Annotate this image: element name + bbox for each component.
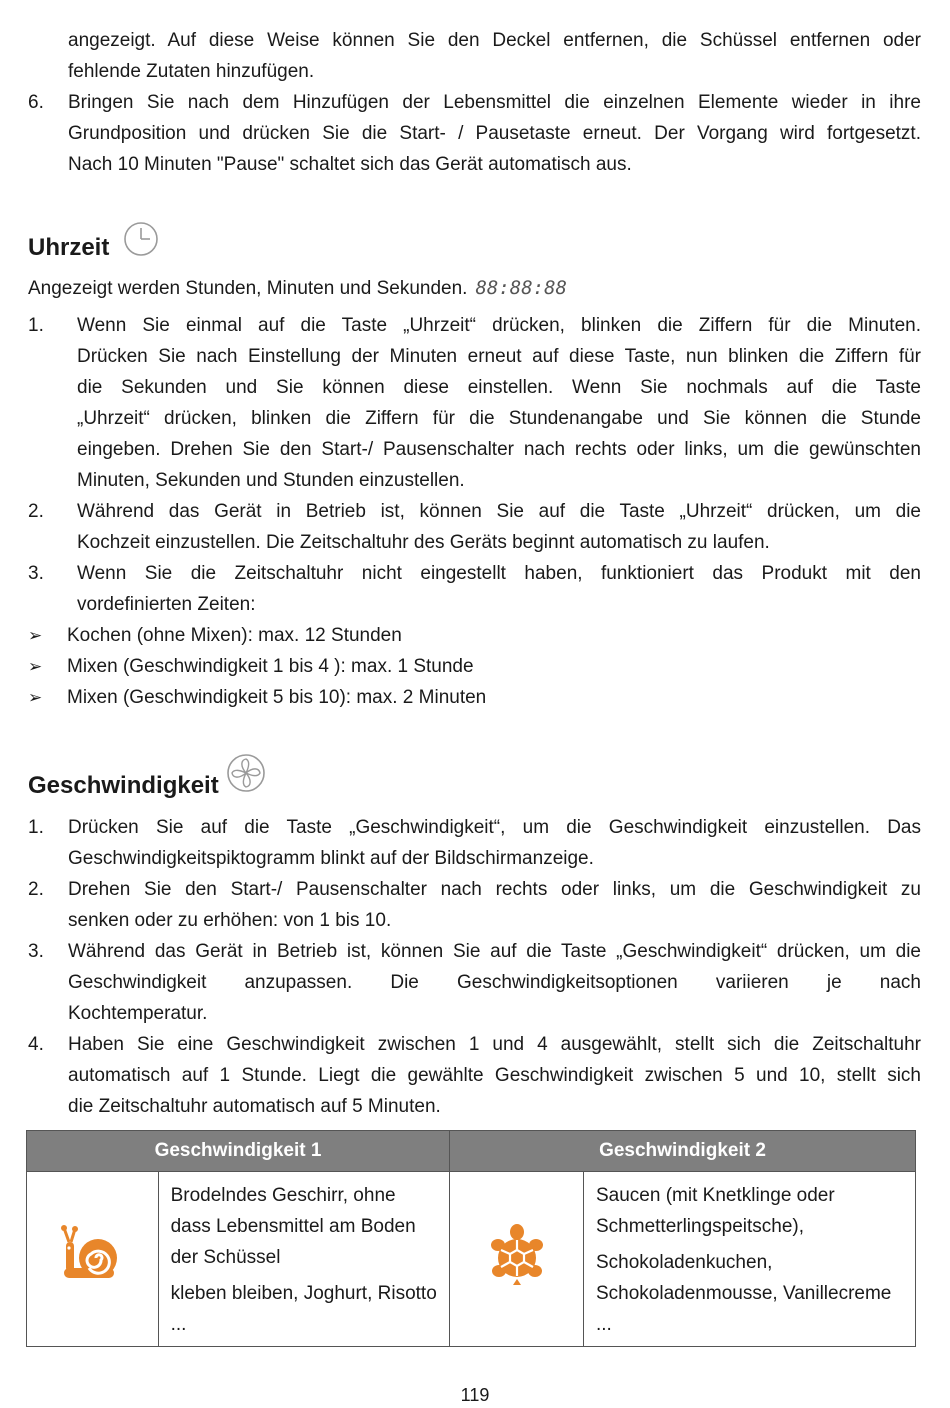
list-item-line: Wenn Sie einmal auf die Taste „Uhrzeit“ drücken, blinken die Ziffern für die Minuten. [77, 315, 921, 336]
snail-icon [60, 1224, 124, 1284]
snail-icon-cell [27, 1172, 159, 1347]
bullet-arrow-icon: ➢ [28, 657, 43, 676]
item6-line-2: Grundposition und drücken Sie die Start- / Pausetaste erneut. Der Vorgang wird fortgesetzt. [68, 123, 921, 144]
clock-intro [28, 273, 567, 304]
list-item-line: vordefinierten Zeiten: [77, 594, 256, 615]
clock-intro-text: Angezeigt werden Stunden, Minuten und Sekunden. [28, 278, 468, 299]
time-display-digits: 88:88:88 [475, 277, 567, 299]
section-heading-clock: Uhrzeit [28, 234, 110, 261]
speed-1-text-2: kleben bleiben, Joghurt, Risotto ... [170, 1283, 437, 1335]
speed-2-text-1: Saucen (mit Knetklinge oder Schmetterlingspeitsche), [596, 1185, 835, 1237]
bullet-item: Kochen (ohne Mixen): max. 12 Stunden [67, 625, 402, 646]
list-item-line: Kochtemperatur. [68, 1003, 208, 1024]
list-item-line: Geschwindigkeitspiktogramm blinkt auf der Bildschirmanzeige. [68, 848, 594, 869]
fan-icon [225, 752, 267, 794]
list-number: 1. [28, 315, 44, 336]
table-header-speed-1: Geschwindigkeit 1 [27, 1131, 450, 1172]
list-item-line: Während das Gerät in Betrieb ist, können Sie auf die Taste „Geschwindigkeit“ drücken, um die [68, 941, 921, 962]
list-number: 3. [28, 941, 44, 962]
list-number: 4. [28, 1034, 44, 1055]
intro-line-2: fehlende Zutaten hinzufügen. [68, 61, 315, 82]
list-number: 2. [28, 501, 44, 522]
list-item-line: Drehen Sie den Start-/ Pausenschalter nach rechts oder links, um die Geschwindigkeit zu [68, 879, 921, 900]
list-number: 3. [28, 563, 44, 584]
bullet-arrow-icon: ➢ [28, 688, 43, 707]
turtle-icon-cell [450, 1172, 584, 1347]
clock-icon [122, 220, 160, 258]
speed-2-description [584, 1172, 916, 1347]
page-number: 119 [460, 1385, 490, 1405]
item6-line-1: Bringen Sie nach dem Hinzufügen der Lebensmittel die einzelnen Elemente wieder in ihre [68, 92, 921, 113]
list-item-line: eingeben. Drehen Sie den Start-/ Pausenschalter nach rechts oder links, um die gewünschten [77, 439, 921, 460]
list-item-line: die Zeitschaltuhr automatisch auf 5 Minuten. [68, 1096, 441, 1117]
list-item-line: Kochzeit einzustellen. Die Zeitschaltuhr des Geräts beginnt automatisch zu laufen. [77, 532, 770, 553]
list-item-line: Drücken Sie nach Einstellung der Minuten erneut auf diese Taste, nun blinken die Ziffern für [77, 346, 921, 367]
bullet-arrow-icon: ➢ [28, 626, 43, 645]
list-item-line: Wenn Sie die Zeitschaltuhr nicht eingestellt haben, funktioniert das Produkt mit den [77, 563, 921, 584]
list-item-line: „Uhrzeit“ drücken, blinken die Ziffern für die Stundenangabe und Sie können die Stunde [77, 408, 921, 429]
bullet-item: Mixen (Geschwindigkeit 1 bis 4 ): max. 1 Stunde [67, 656, 474, 677]
bullet-item: Mixen (Geschwindigkeit 5 bis 10): max. 2 Minuten [67, 687, 487, 708]
list-item-line: Geschwindigkeit anzupassen. Die Geschwindigkeitsoptionen variieren je nach [68, 972, 921, 993]
speed-table [26, 1130, 916, 1347]
speed-1-description [158, 1172, 449, 1347]
list-item-line: Haben Sie eine Geschwindigkeit zwischen 1 und 4 ausgewählt, stellt sich die Zeitschaltuhr [68, 1034, 921, 1055]
list-item-line: Drücken Sie auf die Taste „Geschwindigkeit“, um die Geschwindigkeit einzustellen. Das [68, 817, 921, 838]
list-item-line: senken oder zu erhöhen: von 1 bis 10. [68, 910, 392, 931]
intro-line-1: angezeigt. Auf diese Weise können Sie den Deckel entfernen, die Schüssel entfernen oder [68, 30, 921, 51]
table-header-speed-2: Geschwindigkeit 2 [450, 1131, 916, 1172]
section-heading-speed: Geschwindigkeit [28, 772, 219, 799]
speed-2-text-2: Schokoladenkuchen, Schokoladenmousse, Vanillecreme ... [596, 1252, 892, 1335]
list-item-line: automatisch auf 1 Stunde. Liegt die gewählte Geschwindigkeit zwischen 5 und 10, stellt sich [68, 1065, 921, 1086]
list-number: 1. [28, 817, 44, 838]
list-item-line: Während das Gerät in Betrieb ist, können Sie auf die Taste „Uhrzeit“ drücken, um die [77, 501, 921, 522]
list-item-line: die Sekunden und Sie können diese einstellen. Wenn Sie nochmals auf die Taste [77, 377, 921, 398]
item6-line-3: Nach 10 Minuten "Pause" schaltet sich das Gerät automatisch aus. [68, 154, 632, 175]
speed-1-text-1: Brodelndes Geschirr, ohne dass Lebensmittel am Boden der Schüssel [170, 1185, 416, 1268]
list-item-line: Minuten, Sekunden und Stunden einzustellen. [77, 470, 465, 491]
list-number: 6. [28, 92, 44, 113]
list-number: 2. [28, 879, 44, 900]
turtle-icon [489, 1223, 545, 1285]
